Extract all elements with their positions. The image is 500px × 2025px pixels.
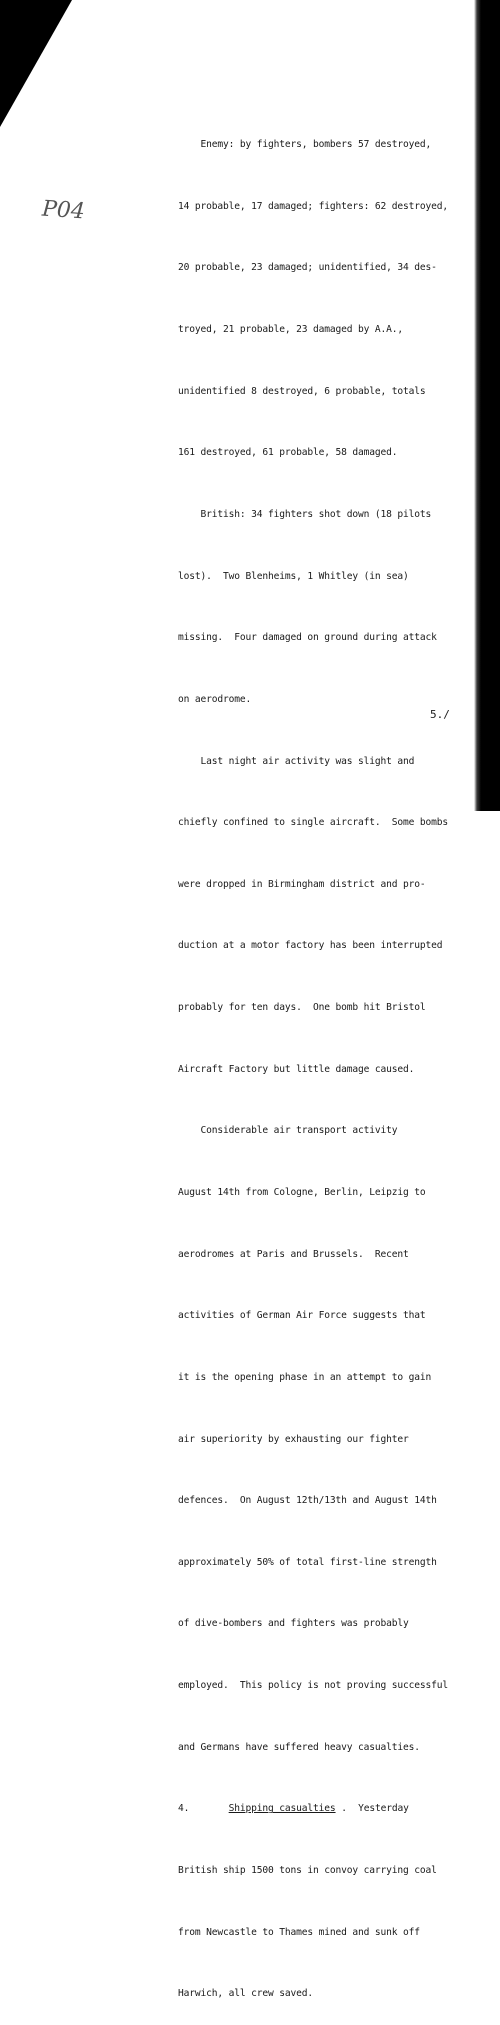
text-line: activities of German Air Force suggests that	[178, 1310, 426, 1322]
document-body	[178, 94, 468, 2025]
text-line: were dropped in Birmingham district and pro-	[178, 878, 426, 890]
text-line: of dive-bombers and fighters was probably	[178, 1618, 409, 1630]
section-heading-line	[178, 1799, 468, 1820]
text-line: chiefly confined to single aircraft. Some bombs	[178, 817, 449, 829]
text-line: it is the opening phase in an attempt to gain	[178, 1371, 432, 1383]
text-line: defences. On August 12th/13th and August 14th	[178, 1495, 437, 1507]
text-line: August 14th from Cologne, Berlin, Leipzig to	[178, 1186, 426, 1198]
section-heading-trailer: . Yesterday	[335, 1803, 409, 1815]
text-line: unidentified 8 destroyed, 6 probable, totals	[178, 385, 426, 397]
text-line: aerodromes at Paris and Brussels. Recent	[178, 1248, 409, 1260]
text-line: 14 probable, 17 damaged; fighters: 62 destroyed,	[178, 200, 449, 212]
text-line: British: 34 fighters shot down (18 pilots	[178, 508, 432, 520]
text-line: 161 destroyed, 61 probable, 58 damaged.	[178, 447, 398, 459]
scan-edge-shadow	[474, 0, 500, 811]
text-line: British ship 1500 tons in convoy carrying coal	[178, 1865, 437, 1877]
handwritten-annotation: P04	[41, 196, 86, 225]
text-line: and Germans have suffered heavy casualties.	[178, 1741, 420, 1753]
text-line: troyed, 21 probable, 23 damaged by A.A.,	[178, 324, 404, 336]
text-line: Considerable air transport activity	[178, 1125, 398, 1137]
text-line: employed. This policy is not proving successful	[178, 1680, 449, 1692]
text-line: Aircraft Factory but little damage caused.	[178, 1063, 415, 1075]
text-line: Enemy: by fighters, bombers 57 destroyed,	[178, 139, 432, 151]
text-line: lost). Two Blenheims, 1 Whitley (in sea)	[178, 570, 409, 582]
text-line: from Newcastle to Thames mined and sunk off	[178, 1926, 420, 1938]
page-continuation-ref: 5./	[430, 708, 450, 721]
text-line: Harwich, all crew saved.	[178, 1988, 314, 2000]
text-line: probably for ten days. One bomb hit Bristol	[178, 1002, 426, 1014]
text-line: on aerodrome.	[178, 693, 252, 705]
text-line: 20 probable, 23 damaged; unidentified, 34 des-	[178, 262, 437, 274]
text-line: air superiority by exhausting our fighter	[178, 1433, 409, 1445]
section-number: 4.	[178, 1803, 190, 1815]
text-line: approximately 50% of total first-line strength	[178, 1556, 437, 1568]
section-heading: Shipping casualties	[228, 1803, 336, 1815]
text-line: duction at a motor factory has been interrupted	[178, 940, 443, 952]
text-line: Last night air activity was slight and	[178, 755, 415, 767]
text-line: missing. Four damaged on ground during attack	[178, 632, 437, 644]
scan-corner-shadow	[0, 0, 72, 127]
